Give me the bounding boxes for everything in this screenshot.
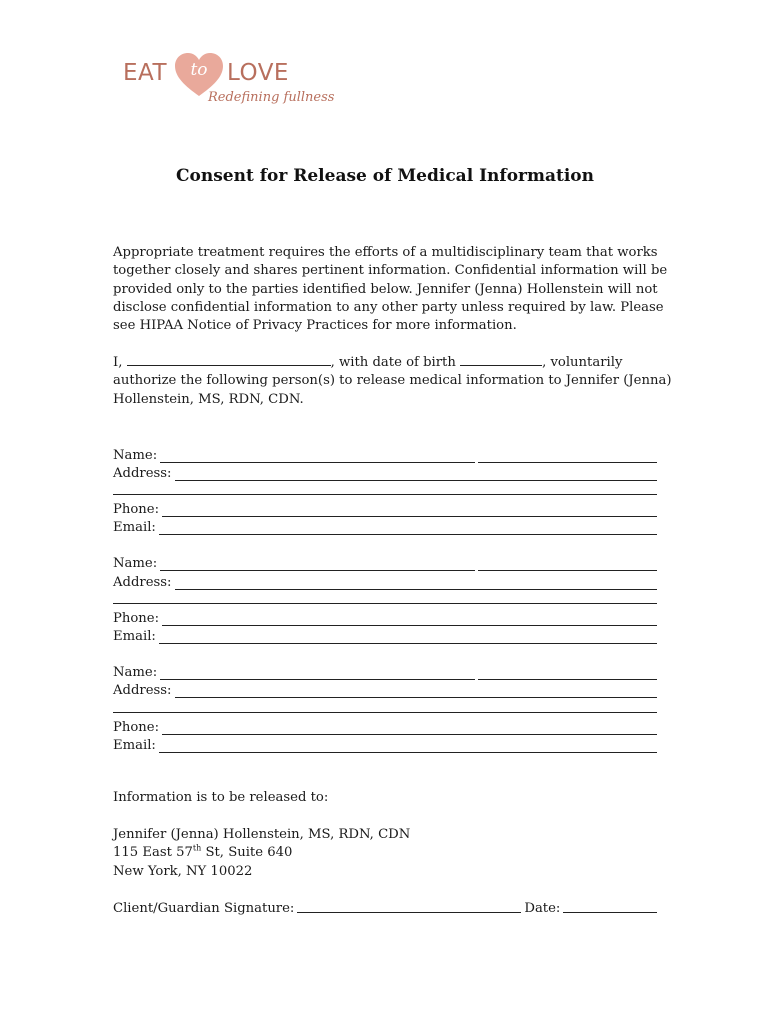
contact-1-phone-field[interactable]	[113, 499, 657, 517]
phone-label: Phone:	[113, 720, 160, 735]
intro-paragraph	[113, 244, 668, 335]
address-blank[interactable]	[175, 684, 658, 698]
client-name-blank[interactable]	[127, 353, 331, 366]
contact-3-address-field[interactable]	[113, 680, 657, 698]
authorization-line-3: Hollenstein, MS, RDN, CDN.	[113, 391, 304, 407]
contact-1-address-field[interactable]	[113, 463, 657, 481]
email-blank[interactable]	[159, 521, 657, 535]
logo-word-to: to	[190, 60, 208, 80]
phone-blank[interactable]	[162, 612, 657, 626]
authorization-suffix: , voluntarily	[542, 355, 623, 370]
phone-label: Phone:	[113, 611, 160, 626]
phone-blank[interactable]	[162, 721, 657, 735]
street-suffix: St, Suite 640	[201, 845, 293, 861]
street-ordinal: th	[192, 843, 202, 853]
authorization-paragraph	[113, 353, 672, 409]
contact-2-phone-field[interactable]	[113, 608, 657, 626]
authorization-middle: , with date of birth	[330, 355, 456, 370]
eat-to-love-logo	[120, 52, 360, 122]
email-label: Email:	[113, 629, 156, 644]
release-heading: Information is to be released to:	[113, 790, 329, 805]
name-blank-extra[interactable]	[478, 449, 657, 463]
contact-2-address-field[interactable]	[113, 572, 657, 590]
name-blank-extra[interactable]	[478, 557, 657, 571]
phone-label: Phone:	[113, 502, 160, 517]
contact-2-address-line-2[interactable]	[113, 603, 657, 604]
name-blank-extra[interactable]	[478, 666, 657, 680]
contact-1-email-field[interactable]	[113, 517, 657, 535]
contact-1-name-field[interactable]	[113, 445, 657, 463]
authorization-prefix: I,	[113, 355, 123, 370]
contact-3-email-field[interactable]	[113, 735, 657, 753]
email-blank[interactable]	[159, 630, 657, 644]
intro-line: provided only to the parties identified below. Jennifer (Jenna) Hollenstein will not	[113, 281, 658, 297]
date-blank[interactable]	[563, 900, 657, 913]
contact-2-name-field[interactable]	[113, 553, 657, 571]
contact-3-address-line-2[interactable]	[113, 712, 657, 713]
logo-tagline: Redefining fullness	[208, 90, 335, 105]
address-label: Address:	[113, 683, 172, 698]
intro-line: Appropriate treatment requires the efforts of a multidisciplinary team that works	[113, 245, 658, 260]
contact-3-phone-field[interactable]	[113, 717, 657, 735]
name-blank[interactable]	[160, 557, 475, 571]
logo-word-love: LOVE	[227, 60, 289, 86]
contact-3-name-field[interactable]	[113, 662, 657, 680]
date-label: Date:	[524, 901, 561, 916]
date-of-birth-blank[interactable]	[460, 353, 542, 366]
logo-word-eat: EAT	[123, 60, 168, 86]
address-label: Address:	[113, 466, 172, 481]
email-blank[interactable]	[159, 739, 657, 753]
recipient-city: New York, NY 10022	[113, 863, 253, 879]
recipient-name: Jennifer (Jenna) Hollenstein, MS, RDN, CDN	[113, 827, 411, 842]
email-label: Email:	[113, 738, 156, 753]
contact-1-address-line-2[interactable]	[113, 494, 657, 495]
name-label: Name:	[113, 556, 158, 571]
name-label: Name:	[113, 448, 158, 463]
signature-blank[interactable]	[297, 900, 521, 913]
name-blank[interactable]	[160, 449, 475, 463]
address-blank[interactable]	[175, 467, 658, 481]
signature-row	[113, 900, 657, 916]
name-blank[interactable]	[160, 666, 475, 680]
name-label: Name:	[113, 665, 158, 680]
phone-blank[interactable]	[162, 503, 657, 517]
authorization-line-2: authorize the following person(s) to release medical information to Jennifer (Jenna)	[113, 373, 672, 389]
authorization-line-1	[113, 353, 661, 372]
intro-line: disclose confidential information to any other party unless required by law. Please	[113, 299, 664, 315]
recipient-street	[113, 844, 661, 862]
address-label: Address:	[113, 575, 172, 590]
address-blank[interactable]	[175, 576, 658, 590]
contact-2-email-field[interactable]	[113, 626, 657, 644]
page-title: Consent for Release of Medical Information	[175, 166, 595, 186]
street-prefix: 115 East 57	[113, 845, 193, 861]
intro-line: together closely and shares pertinent information. Confidential information will be	[113, 263, 668, 279]
signature-label: Client/Guardian Signature:	[113, 901, 295, 916]
email-label: Email:	[113, 520, 156, 535]
intro-line: see HIPAA Notice of Privacy Practices for more information.	[113, 318, 517, 334]
recipient-address-block	[113, 826, 661, 881]
